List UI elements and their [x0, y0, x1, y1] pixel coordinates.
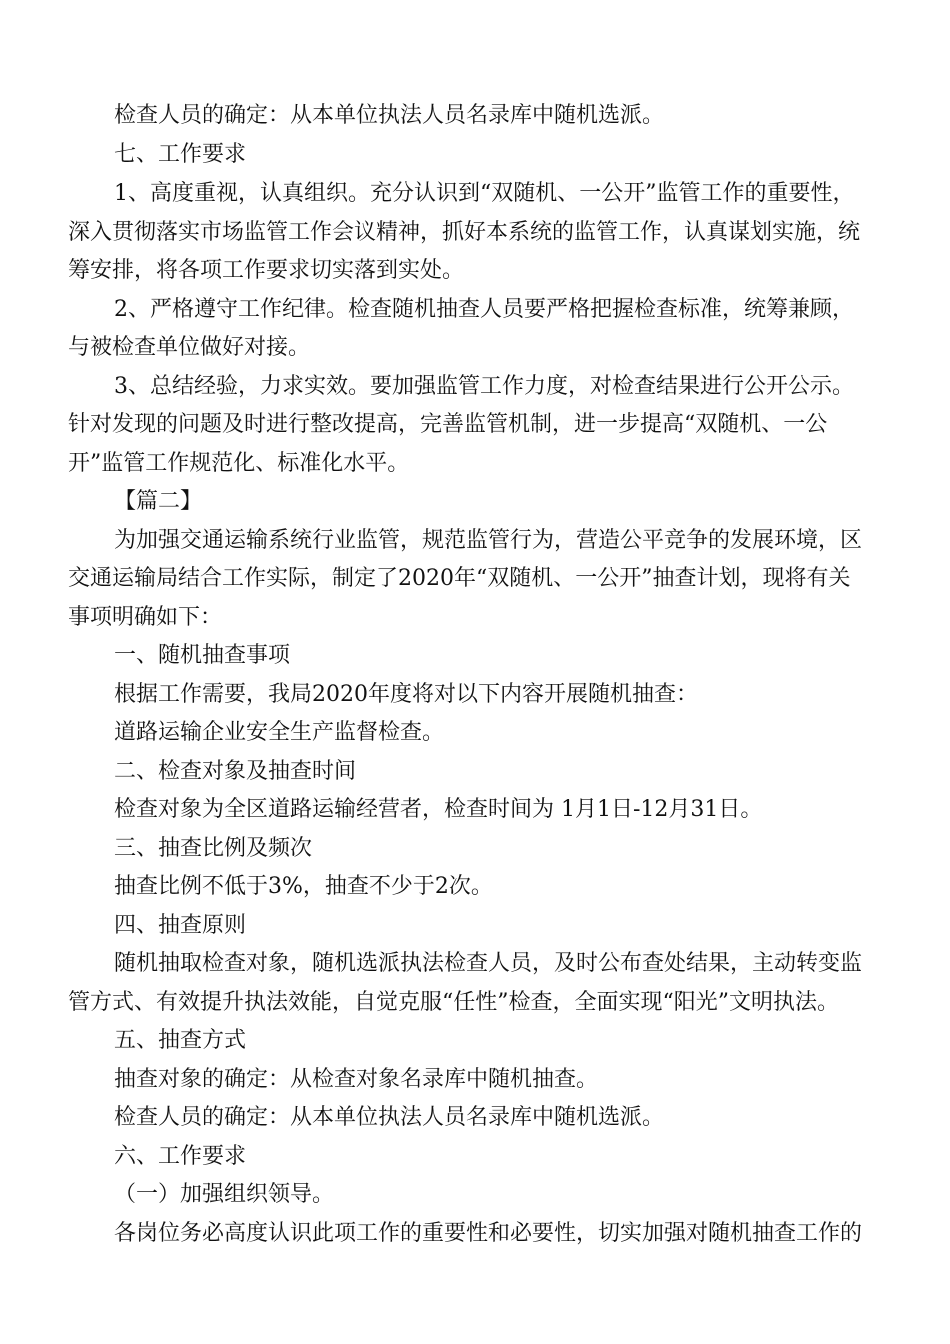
section-heading: 二、检查对象及抽查时间	[114, 759, 357, 784]
paragraph-line: 随机抽取检查对象，随机选派执法检查人员，及时公布查处结果，主动转变监	[114, 951, 863, 976]
paragraph-line: 道路运输企业安全生产监督检查。	[114, 720, 445, 745]
paragraph-line: 针对发现的问题及时进行整改提高，完善监管机制，进一步提高“双随机、一公	[68, 412, 828, 437]
part-heading: 【篇二】	[114, 489, 203, 514]
paragraph-line: 各岗位务必高度认识此项工作的重要性和必要性，切实加强对随机抽查工作的	[114, 1221, 863, 1246]
paragraph-line: 检查人员的确定：从本单位执法人员名录库中随机选派。	[114, 1105, 665, 1130]
section-heading: 一、随机抽查事项	[114, 643, 291, 668]
paragraph-line: 事项明确如下：	[68, 605, 223, 630]
paragraph-line: 为加强交通运输系统行业监管，规范监管行为，营造公平竞争的发展环境，区	[114, 528, 863, 553]
paragraph-line: 管方式、有效提升执法效能，自觉克服“任性”检查，全面实现“阳光”文明执法。	[68, 990, 839, 1015]
paragraph-line: 根据工作需要，我局2020年度将对以下内容开展随机抽查：	[114, 682, 698, 707]
section-heading: 五、抽查方式	[114, 1028, 247, 1053]
paragraph-line: 抽查对象的确定：从检查对象名录库中随机抽查。	[114, 1067, 599, 1092]
paragraph-line: 与被检查单位做好对接。	[68, 335, 311, 360]
paragraph-line: 深入贯彻落实市场监管工作会议精神，抓好本系统的监管工作，认真谋划实施，统	[68, 220, 861, 245]
paragraph-line: 筹安排，将各项工作要求切实落到实处。	[68, 258, 465, 283]
section-heading: 七、工作要求	[114, 142, 247, 167]
paragraph-line: 检查对象为全区道路运输经营者，检查时间为 1月1日-12月31日。	[114, 797, 763, 822]
section-heading: 三、抽查比例及频次	[114, 836, 313, 861]
paragraph-line: 交通运输局结合工作实际，制定了2020年“双随机、一公开”抽查计划，现将有关	[68, 566, 851, 591]
section-heading: 四、抽查原则	[114, 913, 247, 938]
paragraph-line: 3、总结经验，力求实效。要加强监管工作力度，对检查结果进行公开公示。	[114, 374, 854, 399]
paragraph-line: 开”监管工作规范化、标准化水平。	[68, 451, 410, 476]
paragraph-line: 2、严格遵守工作纪律。检查随机抽查人员要严格把握检查标准，统筹兼顾，	[114, 297, 854, 322]
paragraph-line: 抽查比例不低于3%，抽查不少于2次。	[114, 874, 493, 899]
subsection-heading: （一）加强组织领导。	[114, 1182, 335, 1207]
paragraph-line: 1、高度重视，认真组织。充分认识到“双随机、一公开”监管工作的重要性，	[114, 181, 855, 206]
paragraph-line: 检查人员的确定：从本单位执法人员名录库中随机选派。	[114, 103, 665, 128]
section-heading: 六、工作要求	[114, 1144, 247, 1169]
